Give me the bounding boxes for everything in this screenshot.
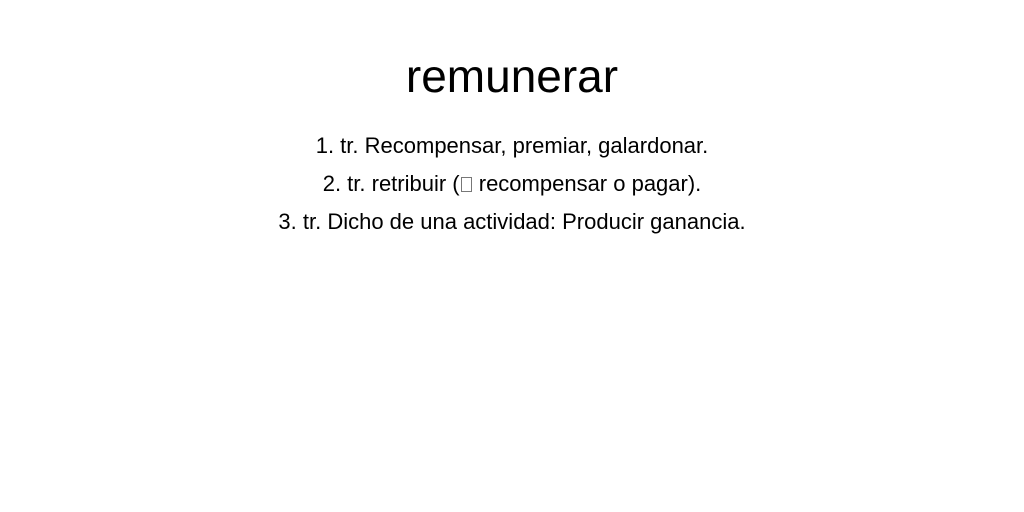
missing-glyph-icon <box>461 177 472 192</box>
definition-2 <box>0 165 1024 203</box>
definition-list <box>0 127 1024 241</box>
definition-1 <box>0 127 1024 165</box>
headword: remunerar <box>405 50 619 102</box>
definition-3 <box>0 203 1024 241</box>
definition-1-text: 1. tr. Recompensar, premiar, galardonar. <box>315 133 709 158</box>
definition-2-after-glyph: recompensar o pagar). <box>472 171 702 196</box>
definition-3-text: 3. tr. Dicho de una actividad: Producir ganancia. <box>278 209 746 234</box>
definition-2-before-glyph: 2. tr. retribuir ( <box>322 171 460 196</box>
